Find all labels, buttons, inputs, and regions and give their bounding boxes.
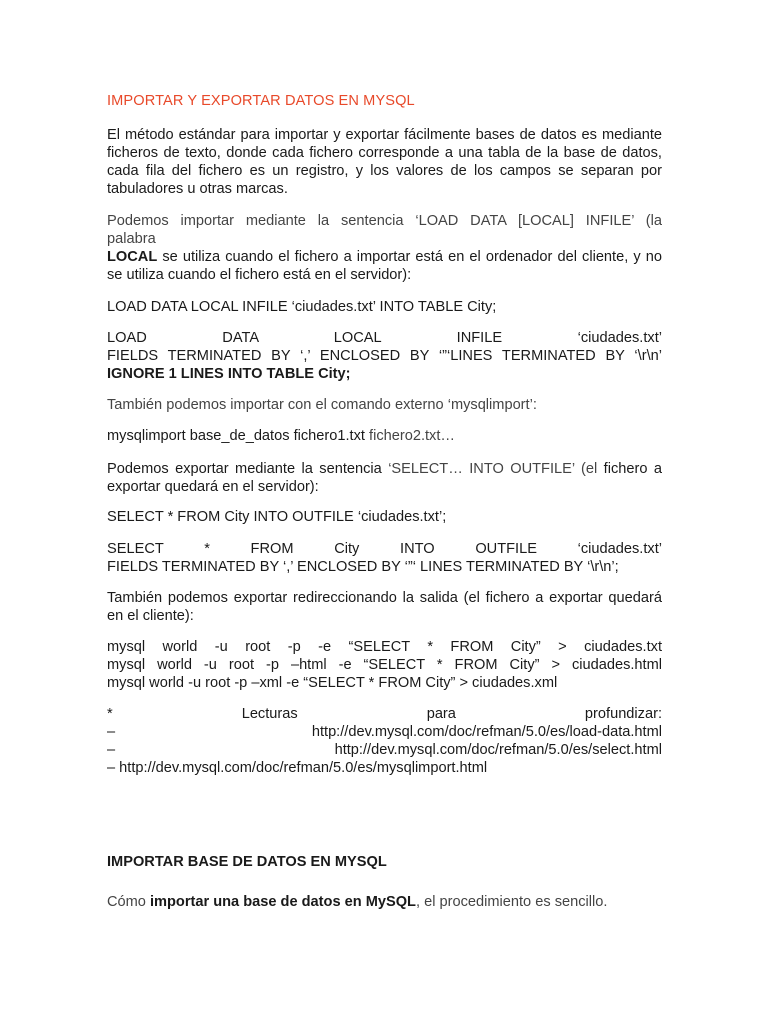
export-intro-a: Podemos exportar mediante la sentencia bbox=[107, 461, 389, 477]
load-intro-line2: palabra bbox=[107, 231, 156, 247]
page-title: IMPORTAR Y EXPORTAR DATOS EN MYSQL bbox=[107, 93, 415, 109]
mysqlimport-intro: También podemos importar con el comando externo ‘mysqlimport’: bbox=[107, 397, 537, 413]
select-command-1: SELECT * FROM City INTO OUTFILE ‘ciudades.txt’; bbox=[107, 509, 447, 525]
section-heading: IMPORTAR BASE DE DATOS EN MYSQL bbox=[107, 854, 387, 870]
select-command-2 bbox=[107, 540, 662, 576]
load-cmd2-line2: FIELDS TERMINATED BY ‘,’ ENCLOSED BY ‘”‘LINES TERMINATED BY ‘\r\n’ bbox=[107, 348, 662, 364]
load-data-paragraph bbox=[107, 212, 662, 284]
export-intro-c: fichero a exportar quedará en el servidor): bbox=[107, 461, 662, 495]
mysqlimport-command bbox=[107, 427, 662, 445]
export-intro-b: ‘SELECT… INTO OUTFILE’ (el bbox=[388, 461, 598, 477]
local-keyword: LOCAL bbox=[107, 249, 158, 265]
final-c: , el procedimiento es sencillo. bbox=[415, 894, 608, 910]
export-intro bbox=[107, 460, 662, 496]
local-explanation bbox=[107, 248, 662, 284]
select-cmd2-line2: FIELDS TERMINATED BY ‘,’ ENCLOSED BY ‘”‘ LINES TERMINATED BY ‘\r\n’; bbox=[107, 559, 619, 575]
local-explanation-text: se utiliza cuando el fichero a importar está en el ordenador del cliente, y no se utiliza cuando el fichero está en el servidor): bbox=[107, 249, 662, 283]
mysqlimport-cmd-files: fichero2.txt… bbox=[364, 428, 455, 444]
load-data-command-1: LOAD DATA LOCAL INFILE ‘ciudades.txt’ INTO TABLE City; bbox=[107, 299, 497, 315]
final-a: Cómo bbox=[107, 894, 150, 910]
load-cmd2-line1: LOAD DATA LOCAL INFILE ‘ciudades.txt’ bbox=[107, 330, 662, 346]
mysql-cmd-xml: mysql world -u root -p –xml -e “SELECT * FROM City” > ciudades.xml bbox=[107, 675, 558, 691]
mysqlimport-cmd-main: mysqlimport base_de_datos fichero1.txt bbox=[107, 428, 365, 444]
load-intro-line1: Podemos importar mediante la sentencia ‘LOAD DATA [LOCAL] INFILE’ (la bbox=[107, 213, 662, 229]
reading-link-mysqlimport[interactable]: – http://dev.mysql.com/doc/refman/5.0/es/mysqlimport.html bbox=[107, 760, 488, 776]
load-data-command-2 bbox=[107, 329, 662, 383]
final-bold: importar una base de datos en MySQL bbox=[149, 894, 416, 910]
reading-link-select[interactable]: – http://dev.mysql.com/doc/refman/5.0/es/select.html bbox=[107, 742, 662, 758]
reading-link-load-data[interactable]: – http://dev.mysql.com/doc/refman/5.0/es/load-data.html bbox=[107, 724, 662, 740]
mysql-cmd-html: mysql world -u root -p –html -e “SELECT * FROM City” > ciudades.html bbox=[107, 657, 662, 673]
readings-heading: * Lecturas para profundizar: bbox=[107, 706, 662, 722]
load-cmd2-line3: IGNORE 1 LINES INTO TABLE City; bbox=[107, 366, 351, 382]
intro-paragraph: El método estándar para importar y exportar fácilmente bases de datos es mediante ficheros de texto, donde cada fichero corresponde a una tabla de la base de datos, cada fila del fichero es un registro, y los valores de los campos se separan por tabuladores u otras marcas. bbox=[107, 127, 662, 197]
readings-list bbox=[107, 705, 662, 777]
mysql-cmd-txt: mysql world -u root -p -e “SELECT * FROM City” > ciudades.txt bbox=[107, 639, 662, 655]
final-paragraph bbox=[107, 893, 662, 911]
mysql-commands bbox=[107, 638, 662, 692]
redirect-intro: También podemos exportar redireccionando la salida (el fichero a exportar quedará en el cliente): bbox=[107, 590, 662, 624]
select-cmd2-line1: SELECT * FROM City INTO OUTFILE ‘ciudades.txt’ bbox=[107, 541, 662, 557]
